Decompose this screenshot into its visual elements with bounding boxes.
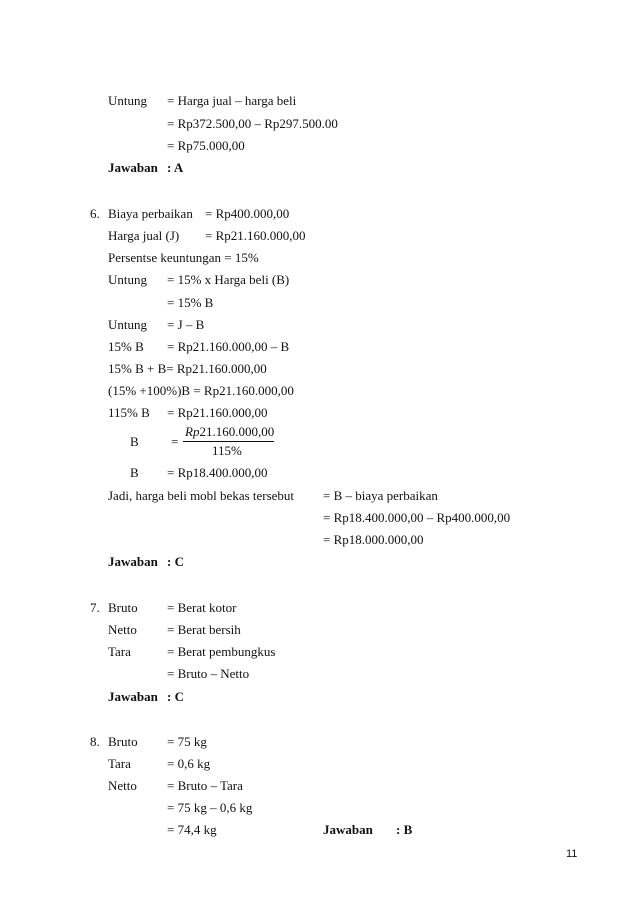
untung-formula-2: = J – B (167, 317, 205, 332)
answer-label: Jawaban (108, 160, 158, 175)
netto-value: = Berat bersih (167, 622, 241, 637)
bruto-label: Bruto (108, 600, 138, 615)
step-value: = Rp21.160.000,00 – B (167, 339, 290, 354)
fraction-label: B (130, 434, 139, 449)
tara-label: Tara (108, 644, 131, 659)
persentase-line: Persentse keuntungan = 15% (108, 250, 259, 265)
tara-formula: = Bruto – Netto (167, 666, 250, 681)
netto-calc: = 75 kg – 0,6 kg (167, 800, 253, 815)
step-line: (15% +100%)B = Rp21.160.000,00 (108, 383, 294, 398)
untung-label: Untung (108, 93, 147, 108)
conclusion-result: = Rp18.000.000,00 (323, 532, 424, 547)
bruto-label: Bruto (108, 734, 138, 749)
fraction-bar (183, 441, 274, 442)
bruto-value: = Berat kotor (167, 600, 237, 615)
fraction-numerator-value: 21.160.000,00 (199, 424, 275, 439)
biaya-value: = Rp400.000,00 (205, 206, 290, 221)
netto-result: = 74,4 kg (167, 822, 217, 837)
answer-label: Jawaban (108, 689, 158, 704)
fraction-numerator: Rp21.160.000,00 (185, 424, 275, 439)
answer-value: : A (167, 160, 184, 175)
untung-simplified: = 15% B (167, 295, 214, 310)
untung-result: = Rp75.000,00 (167, 138, 245, 153)
tara-value: = Berat pembungkus (167, 644, 276, 659)
untung-label-2: Untung (108, 317, 147, 332)
harga-jual-value: = Rp21.160.000,00 (205, 228, 306, 243)
netto-label: Netto (108, 778, 137, 793)
result-value: = Rp18.400.000,00 (167, 465, 268, 480)
question-number: 6. (90, 206, 100, 221)
question-number: 8. (90, 734, 100, 749)
answer-value: : C (167, 689, 184, 704)
biaya-label: Biaya perbaikan (108, 206, 193, 221)
step-value: = Rp21.160.000,00 (167, 405, 268, 420)
conclusion-formula: = B – biaya perbaikan (323, 488, 438, 503)
answer-label: Jawaban (108, 554, 158, 569)
tara-value: = 0,6 kg (167, 756, 211, 771)
untung-calc: = Rp372.500,00 – Rp297.500.00 (167, 116, 338, 131)
step-label: 115% B (108, 405, 150, 420)
answer-value: : C (167, 554, 184, 569)
untung-formula: = Harga jual – harga beli (167, 93, 297, 108)
untung-formula: = 15% x Harga beli (B) (167, 272, 290, 287)
fraction-equals: = (171, 434, 179, 449)
conclusion-calc: = Rp18.400.000,00 – Rp400.000,00 (323, 510, 511, 525)
page-number: 11 (566, 848, 578, 860)
answer-value: : B (396, 822, 413, 837)
tara-label: Tara (108, 756, 131, 771)
bruto-value: = 75 kg (167, 734, 207, 749)
answer-label: Jawaban (323, 822, 373, 837)
question-number: 7. (90, 600, 100, 615)
step-label: 15% B (108, 339, 144, 354)
harga-jual-label: Harga jual (J) (108, 228, 180, 243)
step-line: 15% B + B= Rp21.160.000,00 (108, 361, 267, 376)
result-label: B (130, 465, 139, 480)
netto-formula: = Bruto – Tara (167, 778, 243, 793)
untung-label: Untung (108, 272, 147, 287)
fraction-denominator: 115% (212, 443, 242, 458)
netto-label: Netto (108, 622, 137, 637)
conclusion-label: Jadi, harga beli mobl bekas tersebut (108, 488, 295, 503)
